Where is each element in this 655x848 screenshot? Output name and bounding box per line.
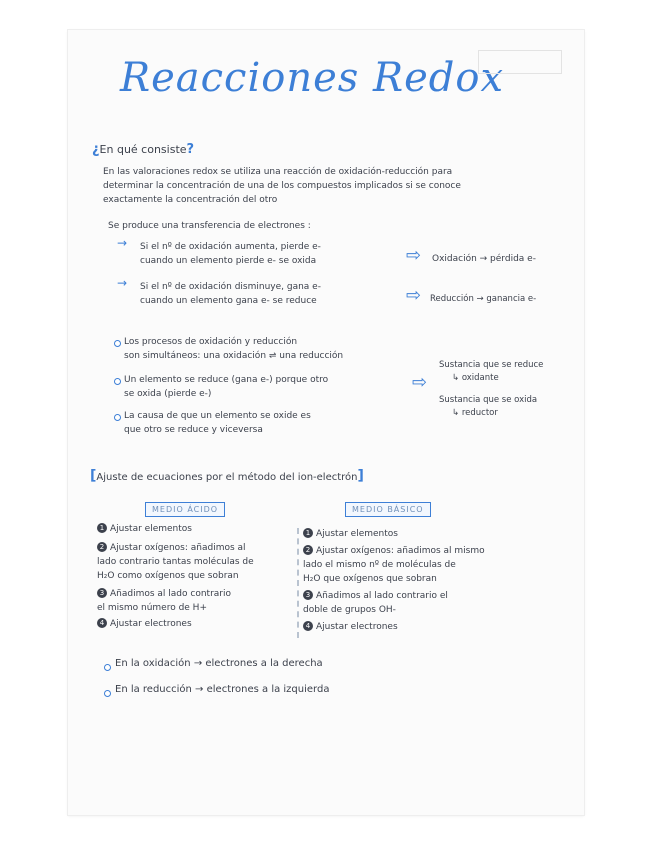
acido-step-3-line-2: el mismo número de H+	[97, 603, 207, 613]
oxidation-line-2: cuando un elemento pierde e- se oxida	[140, 256, 317, 266]
ajuste-title: Ajuste de ecuaciones por el método del ion-electrón	[96, 472, 358, 483]
header-box	[478, 50, 562, 74]
bullet-3-line-1: La causa de que un elemento se oxide es	[124, 411, 311, 421]
bullet-icon	[104, 690, 111, 697]
basico-step-2-line-3: H₂O que oxígenos que sobran	[303, 574, 437, 584]
acido-step-2-line-2: lado contrario tantas moléculas de	[97, 557, 254, 567]
step-number: 2	[303, 545, 313, 555]
basico-step-1-text: Ajustar elementos	[316, 529, 398, 539]
bullet-2-line-2: se oxida (pierde e-)	[124, 389, 212, 399]
step-number: 4	[97, 618, 107, 628]
intro-line-1: En las valoraciones redox se utiliza una reacción de oxidación-reducción para	[103, 167, 453, 177]
step-number: 1	[303, 528, 313, 538]
intro-line-2: determinar la concentración de una de los compuestos implicados si se conoce	[103, 181, 461, 191]
reduction-result: Reducción → ganancia e-	[430, 294, 537, 304]
question-text: En qué consiste	[99, 143, 187, 156]
bullet-1-line-1: Los procesos de oxidación y reducción	[124, 337, 298, 347]
step-number: 3	[97, 588, 107, 598]
acido-step-2-line-3: H₂O como oxígenos que sobran	[97, 571, 239, 581]
ajuste-heading: [Ajuste de ecuaciones por el método del ion-electrón]	[90, 468, 364, 484]
side-1-line-1: Sustancia que se reduce	[439, 360, 544, 370]
basico-step-4	[303, 621, 398, 634]
basico-step-3-line-2: doble de grupos OH-	[303, 605, 396, 615]
basico-step-2-line-1: Ajustar oxígenos: añadimos al mismo	[316, 546, 485, 556]
acido-step-2	[97, 542, 246, 555]
acido-step-3-line-1: Añadimos al lado contrario	[110, 589, 231, 599]
acido-step-3	[97, 588, 231, 601]
basico-step-3	[303, 590, 448, 603]
hollow-arrow-icon: ⇨	[406, 245, 422, 266]
side-2-line-1: Sustancia que se oxida	[439, 395, 538, 405]
bullet-icon	[114, 378, 121, 385]
bullet-icon	[114, 340, 121, 347]
basico-step-2-line-2: lado el mismo nº de moléculas de	[303, 560, 456, 570]
question-heading	[92, 142, 194, 157]
hollow-arrow-icon: ⇨	[412, 372, 428, 393]
bullet-icon	[104, 664, 111, 671]
acido-step-4	[97, 618, 192, 631]
step-number: 2	[97, 542, 107, 552]
arrow-right-icon: →	[117, 236, 128, 250]
basico-step-3-line-1: Añadimos al lado contrario el	[316, 591, 448, 601]
basico-step-1	[303, 528, 398, 541]
side-1-line-2: ↳ oxidante	[452, 373, 499, 383]
bullet-1-line-2: son simultáneos: una oxidación ⇌ una reducción	[124, 351, 344, 361]
bullet-icon	[114, 414, 121, 421]
reduction-line-1: Si el nº de oxidación disminuye, gana e-	[140, 282, 321, 292]
acido-step-1	[97, 523, 192, 536]
acido-step-4-text: Ajustar electrones	[110, 619, 192, 629]
medio-basico-label: MEDIO BÁSICO	[345, 502, 431, 517]
hollow-arrow-icon: ⇨	[406, 285, 422, 306]
medio-acido-label: MEDIO ÁCIDO	[145, 502, 225, 517]
question-close-mark: ?	[186, 142, 195, 157]
acido-step-1-text: Ajustar elementos	[110, 524, 192, 534]
step-number: 4	[303, 621, 313, 631]
conclusion-reduction: En la reducción → electrones a la izquierda	[115, 684, 330, 695]
question-open-mark: ¿	[92, 142, 100, 157]
column-divider	[297, 528, 299, 638]
oxidation-line-1: Si el nº de oxidación aumenta, pierde e-	[140, 242, 321, 252]
step-number: 3	[303, 590, 313, 600]
arrow-right-icon: →	[117, 276, 128, 290]
page-title: Reacciones Redox	[120, 55, 505, 101]
basico-step-2	[303, 545, 485, 558]
oxidation-result: Oxidación → pérdida e-	[432, 254, 536, 264]
bullet-2-line-1: Un elemento se reduce (gana e-) porque otro	[124, 375, 329, 385]
side-2-line-2: ↳ reductor	[452, 408, 498, 418]
bullet-3-line-2: que otro se reduce y viceversa	[124, 425, 263, 435]
step-number: 1	[97, 523, 107, 533]
acido-step-2-line-1: Ajustar oxígenos: añadimos al	[110, 543, 246, 553]
basico-step-4-text: Ajustar electrones	[316, 622, 398, 632]
transfer-line: Se produce una transferencia de electrones :	[108, 221, 311, 231]
reduction-line-2: cuando un elemento gana e- se reduce	[140, 296, 317, 306]
conclusion-oxidation: En la oxidación → electrones a la derecha	[115, 658, 323, 669]
intro-line-3: exactamente la concentración del otro	[103, 195, 278, 205]
